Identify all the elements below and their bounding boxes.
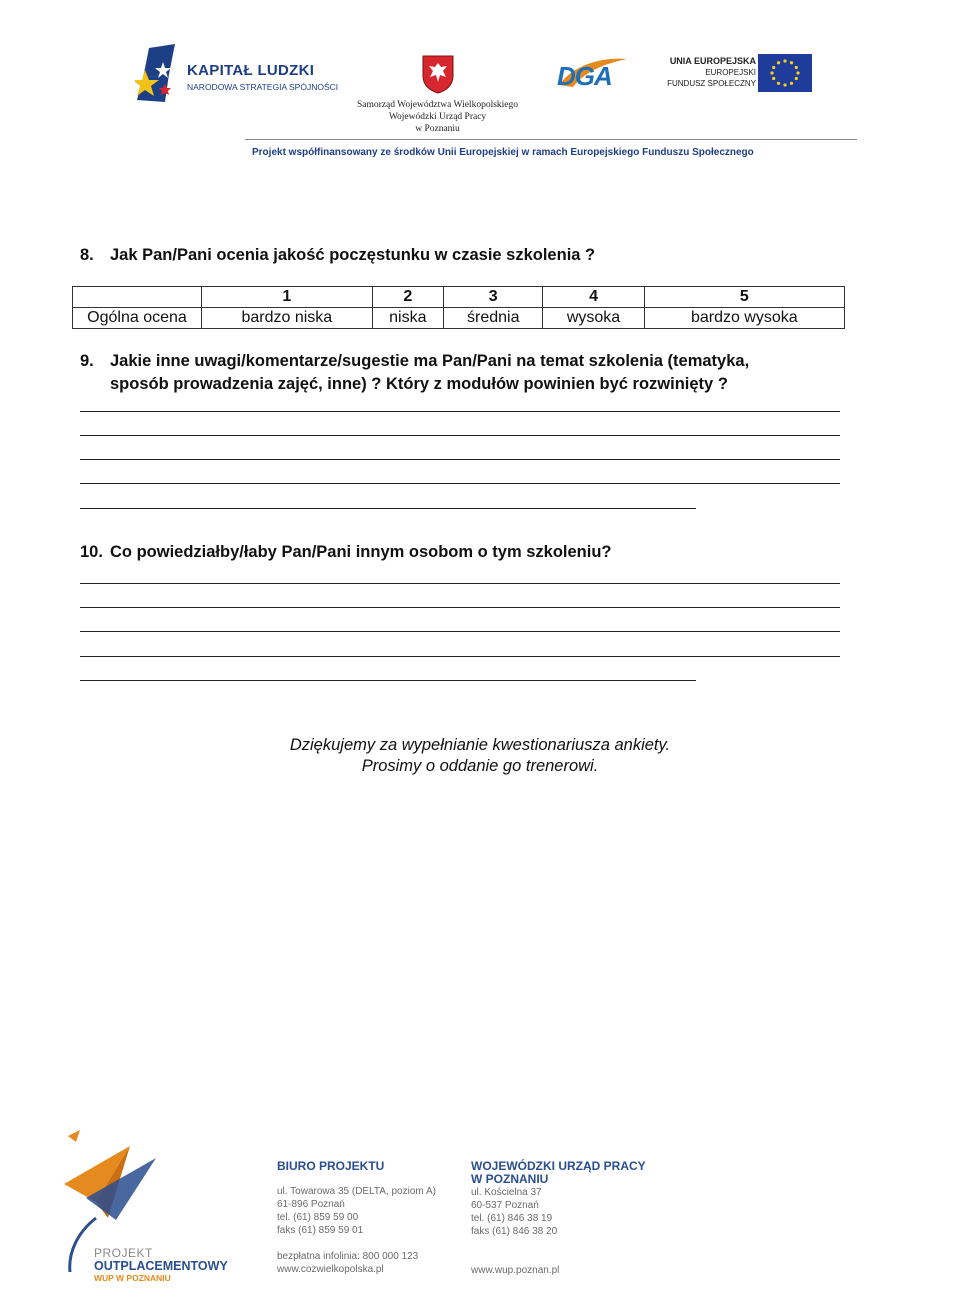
wup-title-line2: W POZNANIU	[471, 1172, 549, 1186]
kapital-ludzki-logo	[135, 44, 339, 106]
answer-line[interactable]	[80, 508, 696, 509]
kapital-ludzki-title: KAPITAŁ LUDZKI	[187, 62, 315, 79]
rating-row-label: Ogólna ocena	[73, 308, 202, 329]
rating-option-3[interactable]: średnia	[443, 308, 542, 329]
eu-flag-icon	[758, 54, 812, 92]
po-line2: OUTPLACEMENTOWY	[94, 1259, 228, 1273]
thank-you-note	[0, 735, 960, 777]
rating-scale-3: 3	[443, 287, 542, 308]
rating-scale-row	[73, 287, 845, 308]
thank-you-line2: Prosimy o oddanie go trenerowi.	[361, 757, 599, 775]
wup-street: ul. Kościelna 37	[471, 1187, 542, 1198]
wup-fax: faks (61) 846 38 20	[471, 1226, 558, 1237]
rating-scale-4: 4	[543, 287, 644, 308]
question-9-number: 9.	[80, 352, 94, 370]
samorzad-logo	[355, 54, 520, 134]
po-line3: WUP W POZNANIU	[94, 1273, 171, 1283]
wup-title-line1: WOJEWÓDZKI URZĄD PRACY	[471, 1159, 646, 1173]
wup-website-link[interactable]: www.wup.poznan.pl	[471, 1265, 560, 1276]
po-line1: PROJEKT	[94, 1246, 153, 1260]
wup-city: 60-537 Poznań	[471, 1200, 539, 1211]
biuro-website-link[interactable]: www.cozwielkopolska.pl	[277, 1264, 384, 1275]
rating-option-2[interactable]: niska	[372, 308, 443, 329]
wup-phone: tel. (61) 846 38 19	[471, 1213, 553, 1224]
wup-address	[471, 1186, 646, 1238]
answer-line[interactable]	[80, 607, 840, 608]
question-8-number: 8.	[80, 246, 94, 264]
biuro-title: BIURO PROJEKTU	[277, 1159, 385, 1173]
question-9	[80, 350, 749, 396]
answer-line[interactable]	[80, 680, 696, 681]
question-8-text: Jak Pan/Pani ocenia jakość poczęstunku w czasie szkolenia ?	[110, 246, 596, 264]
answer-line[interactable]	[80, 435, 840, 436]
question-9-line2: sposób prowadzenia zajęć, inne) ? Który z modułów powinien być rozwinięty ?	[110, 375, 728, 393]
dga-logo	[555, 55, 630, 91]
rating-scale-2: 2	[372, 287, 443, 308]
question-10	[80, 543, 612, 562]
eu-line3: FUNDUSZ SPOŁECZNY	[667, 79, 756, 88]
biuro-infoline: bezpłatna infolinia: 800 000 123	[277, 1251, 419, 1262]
rating-corner-cell	[73, 287, 202, 308]
biuro-city: 61-896 Poznań	[277, 1199, 345, 1210]
question-10-number: 10.	[80, 543, 103, 561]
rating-label-row	[73, 308, 845, 329]
question-9-line1: Jakie inne uwagi/komentarze/sugestie ma Pan/Pani na temat szkolenia (tematyka,	[110, 352, 750, 370]
rating-scale-1: 1	[202, 287, 373, 308]
biuro-address	[277, 1185, 436, 1237]
biuro-phone: tel. (61) 859 59 00	[277, 1212, 359, 1223]
cofinanced-note: Projekt współfinansowany ze środków Unii Europejskiej w ramach Europejskiego Funduszu Społecznego	[252, 147, 754, 158]
kapital-ludzki-subtitle: NARODOWA STRATEGIA SPÓJNOŚCI	[187, 82, 339, 92]
kapital-ludzki-star-icon	[135, 44, 181, 104]
samorzad-line1: Samorząd Województwa Wielkopolskiego	[356, 100, 519, 110]
rating-option-4[interactable]: wysoka	[543, 308, 644, 329]
samorzad-line3: w Poznaniu	[415, 124, 460, 134]
wielkopolska-crest-icon	[421, 54, 455, 94]
eu-logo	[667, 54, 818, 94]
answer-line[interactable]	[80, 483, 840, 484]
biuro-street: ul. Towarowa 35 (DELTA, poziom A)	[277, 1186, 436, 1197]
rating-table	[72, 286, 845, 329]
answer-line[interactable]	[80, 411, 840, 412]
page-header	[0, 0, 960, 175]
header-divider	[245, 139, 857, 140]
answer-line[interactable]	[80, 656, 840, 657]
dga-text: DGA	[557, 61, 612, 91]
samorzad-line2: Wojewódzki Urząd Pracy	[388, 112, 487, 122]
answer-line[interactable]	[80, 459, 840, 460]
eu-line2: EUROPEJSKI	[705, 68, 756, 77]
rating-scale-5: 5	[644, 287, 844, 308]
footer-wup	[471, 1160, 646, 1277]
answer-line[interactable]	[80, 583, 840, 584]
eu-line1: UNIA EUROPEJSKA	[669, 56, 756, 66]
thank-you-line1: Dziękujemy za wypełnianie kwestionariusza ankiety.	[289, 736, 671, 754]
rating-option-1[interactable]: bardzo niska	[202, 308, 373, 329]
biuro-fax: faks (61) 859 59 01	[277, 1225, 364, 1236]
rating-option-5[interactable]: bardzo wysoka	[644, 308, 844, 329]
question-10-text: Co powiedziałby/łaby Pan/Pani innym osobom o tym szkoleniu?	[110, 543, 612, 561]
footer-biuro-projektu	[277, 1160, 436, 1276]
projekt-outplacementowy-logo	[60, 1122, 240, 1282]
answer-line[interactable]	[80, 631, 840, 632]
question-8	[80, 246, 595, 265]
